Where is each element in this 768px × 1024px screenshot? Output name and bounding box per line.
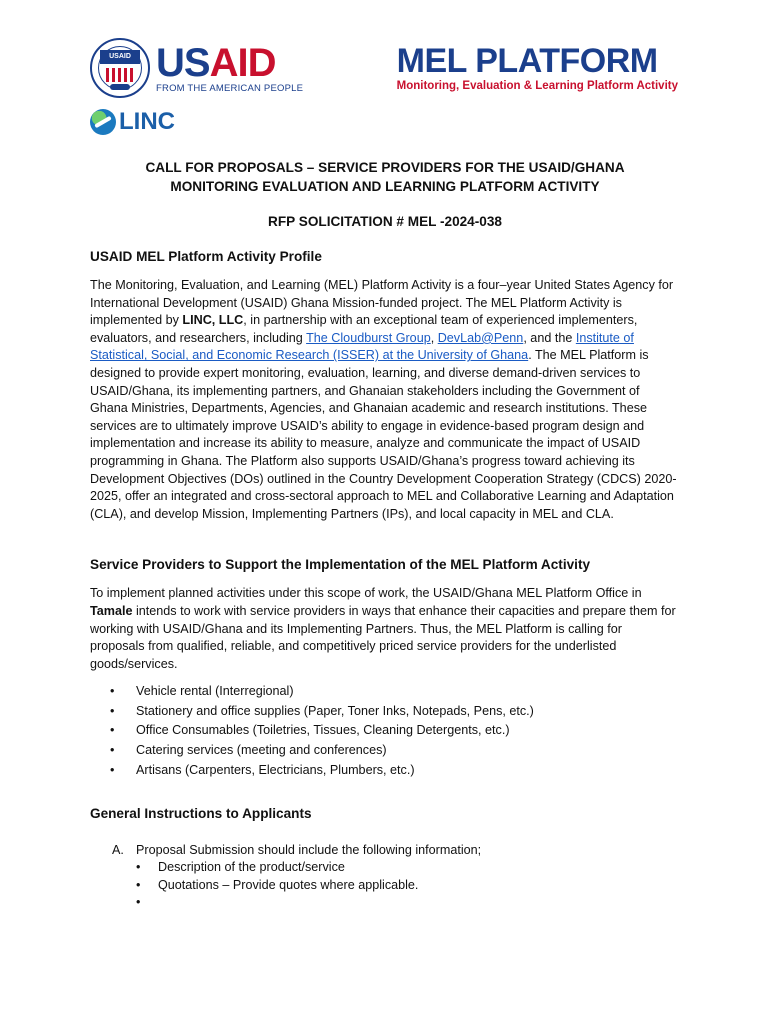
document-header [0, 0, 768, 150]
list-item: • Office Consumables (Toiletries, Tissues, Cleaning Detergents, etc.) [110, 723, 510, 738]
list-item: • Vehicle rental (Interregional) [110, 684, 294, 699]
linc-wordmark: LINC [119, 108, 175, 135]
list-item: • Stationery and office supplies (Paper, Toner Inks, Notepads, Pens, etc.) [110, 703, 534, 718]
section-heading-profile: USAID MEL Platform Activity Profile [90, 249, 322, 264]
list-item: • Description of the product/service [136, 860, 345, 875]
usaid-seal-icon: USAID [90, 38, 150, 98]
mel-platform-logo [397, 44, 678, 92]
mel-platform-subtitle: Monitoring, Evaluation & Learning Platform Activity [396, 80, 678, 92]
profile-paragraph: The Monitoring, Evaluation, and Learning (MEL) Platform Activity is a four–year United States Agency for International Development (USAID) Ghana Mission-funded project. The MEL Platform Activity is implemented by LINC, LLC, in partnership with an exceptional team of experienced implementers, evaluators, and researchers, including The Cloudburst Group, DevLab@Penn, and the Institute of Statistical, Social, and Economic Research (ISSER) at the University of Ghana. The MEL Platform is designed to provide expert monitoring, evaluation, learning, and diverse demand-driven services to USAID/Ghana, its implementing partners, and Ghanaian stakeholders including the Government of Ghana Ministries, Departments, Agencies, and Ghanaian academic and research institutions. These services are to ultimately improve USAID’s ability to engage in evidence-based program design and implementation and increase its ability to measure, analyze and communicate the impact of USAID programming in Ghana. The Platform also supports USAID/Ghana’s progress toward achieving its Development Objectives (DOs) outlined in the Country Development Cooperation Strategy (CDCS) 2020-2025, offer an integrated and cross-sectoral approach to MEL and Collaborative Learning and Adaptation (CLA), and develop Mission, Implementing Partners (IPs), and local capacity in MEL and CLA. [90, 278, 677, 521]
link-cloudburst-group[interactable]: The Cloudburst Group [306, 330, 431, 345]
usaid-wordmark: USAID [156, 40, 276, 85]
rfp-solicitation-number: RFP SOLICITATION # MEL -2024-038 [268, 214, 502, 229]
instruction-a-items [136, 859, 680, 912]
list-item: • Artisans (Carpenters, Electricians, Plumbers, etc.) [110, 762, 415, 777]
document-body [90, 158, 680, 912]
list-item: • [136, 895, 141, 910]
mel-platform-title: MEL PLATFORM [396, 42, 658, 80]
list-item: • Quotations – Provide quotes where applicable. [136, 877, 419, 892]
instruction-a: A. Proposal Submission should include the following information; [112, 843, 482, 858]
linc-llc-bold: LINC, LLC [182, 313, 244, 328]
service-items-list [110, 682, 680, 780]
link-isser[interactable]: Institute of Statistical, Social, and Economic Research (ISSER) at the University of Ghana [90, 330, 634, 363]
list-item: • Catering services (meeting and conferences) [110, 743, 387, 758]
tamale-bold: Tamale [90, 603, 133, 618]
usaid-logo [90, 38, 303, 98]
section-heading-service-providers: Service Providers to Support the Implementation of the MEL Platform Activity [90, 557, 591, 573]
linc-logo [90, 108, 175, 136]
service-paragraph: To implement planned activities under this scope of work, the USAID/Ghana MEL Platform Office in Tamale intends to work with service providers in ways that enhance their capacities and prepare them for working with USAID/Ghana and its Implementing Partners. Thus, the MEL Platform is calling for proposals from qualified, reliable, and competitively priced service providers for the underlisted goods/services. [90, 586, 676, 671]
document-title: CALL FOR PROPOSALS – SERVICE PROVIDERS FOR THE USAID/GHANA MONITORING EVALUATION AND LEARNING PLATFORM ACTIVITY [145, 160, 625, 194]
usaid-tagline: FROM THE AMERICAN PEOPLE [156, 82, 304, 94]
link-devlab-penn[interactable]: DevLab@Penn [437, 330, 524, 345]
globe-icon [90, 109, 116, 135]
section-heading-general-instructions: General Instructions to Applicants [90, 806, 312, 822]
